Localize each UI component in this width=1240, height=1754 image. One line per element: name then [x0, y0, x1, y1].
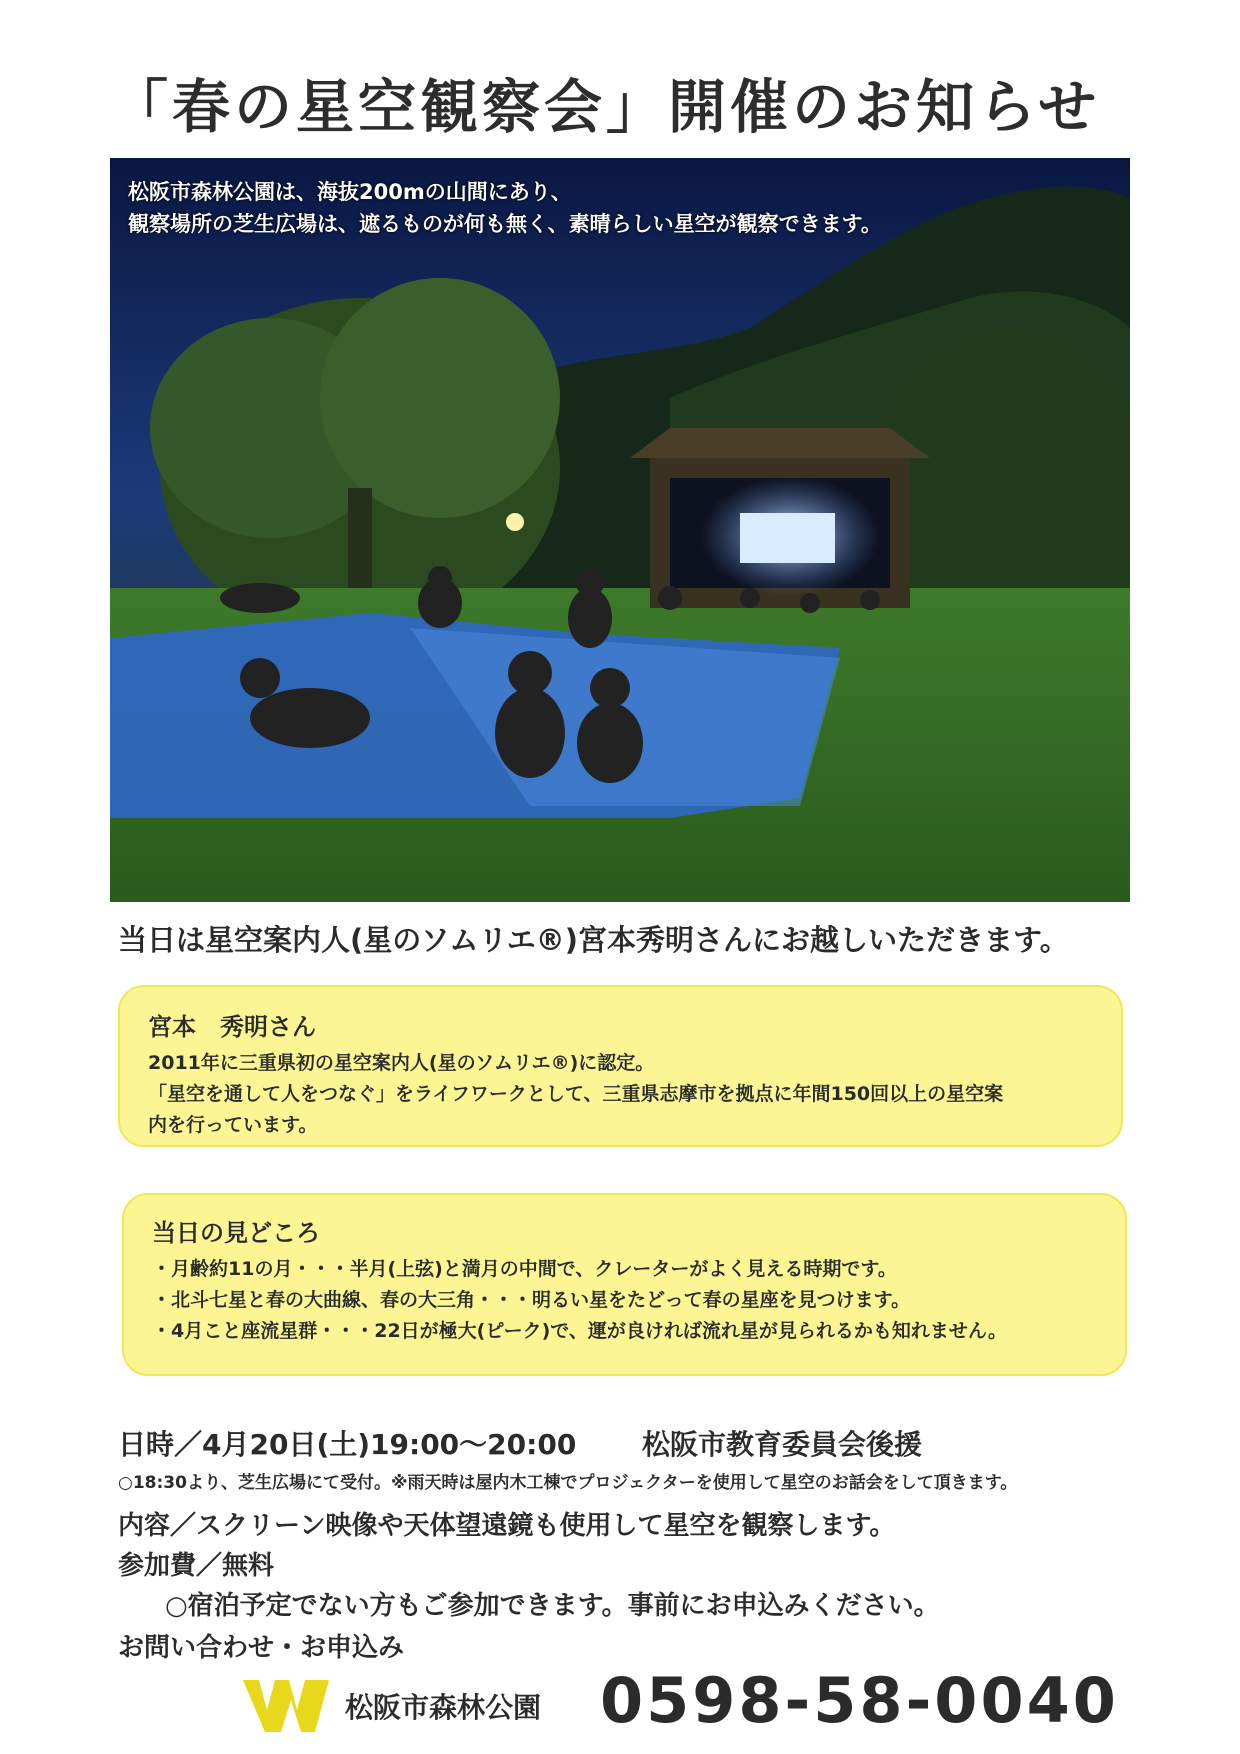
highlights-title: 当日の見どころ: [152, 1219, 320, 1247]
contact-phone: 0598-58-0040: [600, 1664, 1119, 1737]
contact-label: お問い合わせ・お申込み: [118, 1633, 405, 1663]
night-park-photo: [110, 158, 1130, 902]
highlight-item: ・4月こと座流星群・・・22日が極大(ピーク)で、運が良ければ流れ星が見られるかも知れません。: [152, 1320, 1008, 1342]
event-fee: 参加費／無料: [118, 1551, 275, 1581]
park-logo: [243, 1680, 329, 1732]
highlights-box: [122, 1193, 1127, 1376]
event-note-2: ○宿泊予定でない方もご参加できます。事前にお申込みください。: [165, 1591, 940, 1621]
highlight-item: ・北斗七星と春の大曲線、春の大三角・・・明るい星をたどって春の星座を見つけます。: [152, 1289, 911, 1311]
page-title: 「春の星空観察会」開催のお知らせ: [110, 73, 1101, 141]
profile-line-3: 内を行っています。: [148, 1114, 318, 1136]
event-content: 内容／スクリーン映像や天体望遠鏡も使用して星空を観察します。: [118, 1511, 896, 1541]
photo-caption: [128, 176, 882, 240]
photo-illustration: [110, 158, 1130, 902]
highlight-item: ・月齢約11の月・・・半月(上弦)と満月の中間で、クレーターがよく見える時期です。: [152, 1258, 897, 1280]
contact-org: 松阪市森林公園: [345, 1691, 542, 1724]
event-datetime-row: [118, 1423, 1138, 1463]
profile-box: [118, 985, 1123, 1147]
profile-line-2: 「星空を通して人をつなぐ」をライフワークとして、三重県志摩市を拠点に年間150回以上の星空案: [148, 1083, 1004, 1105]
photo-caption-line-2: 観察場所の芝生広場は、遮るものが何も無く、素晴らしい星空が観察できます。: [128, 212, 882, 236]
event-sponsor: 松阪市教育委員会後援: [642, 1428, 923, 1461]
event-datetime: 日時／4月20日(土)19:00～20:00: [118, 1428, 577, 1461]
profile-line-1: 2011年に三重県初の星空案内人(星のソムリエ®)に認定。: [148, 1052, 655, 1074]
event-note: ○18:30より、芝生広場にて受付。※雨天時は屋内木工棟でプロジェクターを使用して星空のお話会をして頂きます。: [118, 1473, 1018, 1493]
guide-intro: 当日は星空案内人(星のソムリエ®)宮本秀明さんにお越しいただきます。: [118, 923, 1069, 957]
photo-caption-line-1: 松阪市森林公園は、海抜200mの山間にあり、: [128, 180, 572, 204]
profile-name: 宮本 秀明さん: [148, 1013, 316, 1041]
